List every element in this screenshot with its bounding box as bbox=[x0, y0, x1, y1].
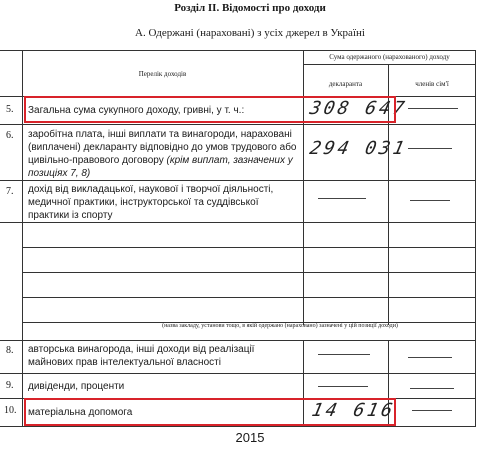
row-divider bbox=[0, 124, 476, 125]
row-text: авторська винагорода, інші доходи від реалізації майнових прав інтелектуальної власності bbox=[28, 344, 255, 368]
empty-dash bbox=[318, 386, 368, 387]
row-text: Загальна сума сукупного доходу, гривні, у т. ч.: bbox=[28, 105, 245, 116]
footnote: (назва закладу, установи тощо, в якій одержано (нараховано) зазначені у цій позиції доходи) bbox=[162, 323, 398, 329]
row-divider bbox=[22, 297, 476, 298]
section-title: Розділ II. Відомості про доходи bbox=[174, 2, 326, 14]
col-divider bbox=[303, 50, 304, 325]
row-value: 14 616 bbox=[309, 400, 398, 421]
row-number: 10. bbox=[4, 405, 17, 416]
empty-dash bbox=[408, 108, 458, 109]
row-text: дохід від викладацької, наукової і творчої діяльності, медичної практики, інструкторської та суддівської практики із спорту bbox=[28, 184, 274, 221]
section-a-title: А. Одержані (нараховані) з усіх джерел в Україні bbox=[135, 27, 365, 39]
row-value: 294 031 bbox=[307, 138, 410, 159]
row-number: 5. bbox=[6, 104, 14, 115]
row-divider bbox=[303, 64, 476, 65]
row-number: 7. bbox=[6, 186, 14, 197]
empty-dash bbox=[410, 388, 454, 389]
row-number: 9. bbox=[6, 380, 14, 391]
row-divider bbox=[0, 340, 476, 341]
row-divider bbox=[22, 272, 476, 273]
col-divider bbox=[22, 50, 23, 427]
row-text: дивіденди, проценти bbox=[28, 381, 125, 392]
row-text: заробітна плата, інші виплати та винагороди, нараховані (виплачені) декларанту відповідно до умов трудового або цивільно-правового договору (крім виплат, зазначених у позиціях 7, 8) bbox=[28, 129, 297, 179]
row-divider bbox=[22, 247, 476, 248]
empty-dash bbox=[408, 148, 452, 149]
row-text: матеріальна допомога bbox=[28, 407, 133, 418]
header-family: членів сім'ї bbox=[415, 80, 449, 88]
highlight-box-aid bbox=[24, 398, 396, 426]
empty-dash bbox=[408, 357, 452, 358]
empty-dash bbox=[412, 410, 452, 411]
row-divider bbox=[0, 222, 476, 223]
row-divider bbox=[0, 180, 476, 181]
empty-dash bbox=[410, 200, 450, 201]
highlight-box-total bbox=[24, 96, 396, 123]
empty-dash bbox=[318, 354, 370, 355]
row-number: 8. bbox=[6, 345, 14, 356]
row-number: 6. bbox=[6, 130, 14, 141]
year-caption: 2015 bbox=[235, 430, 265, 445]
header-list: Перелік доходів bbox=[138, 70, 187, 78]
header-declarant: декларанта bbox=[328, 80, 363, 88]
row-value: 308 647 bbox=[307, 98, 410, 119]
row-divider bbox=[0, 373, 476, 374]
empty-dash bbox=[318, 198, 366, 199]
header-total-income: Сума одержаного (нарахованого) доходу bbox=[329, 53, 450, 61]
